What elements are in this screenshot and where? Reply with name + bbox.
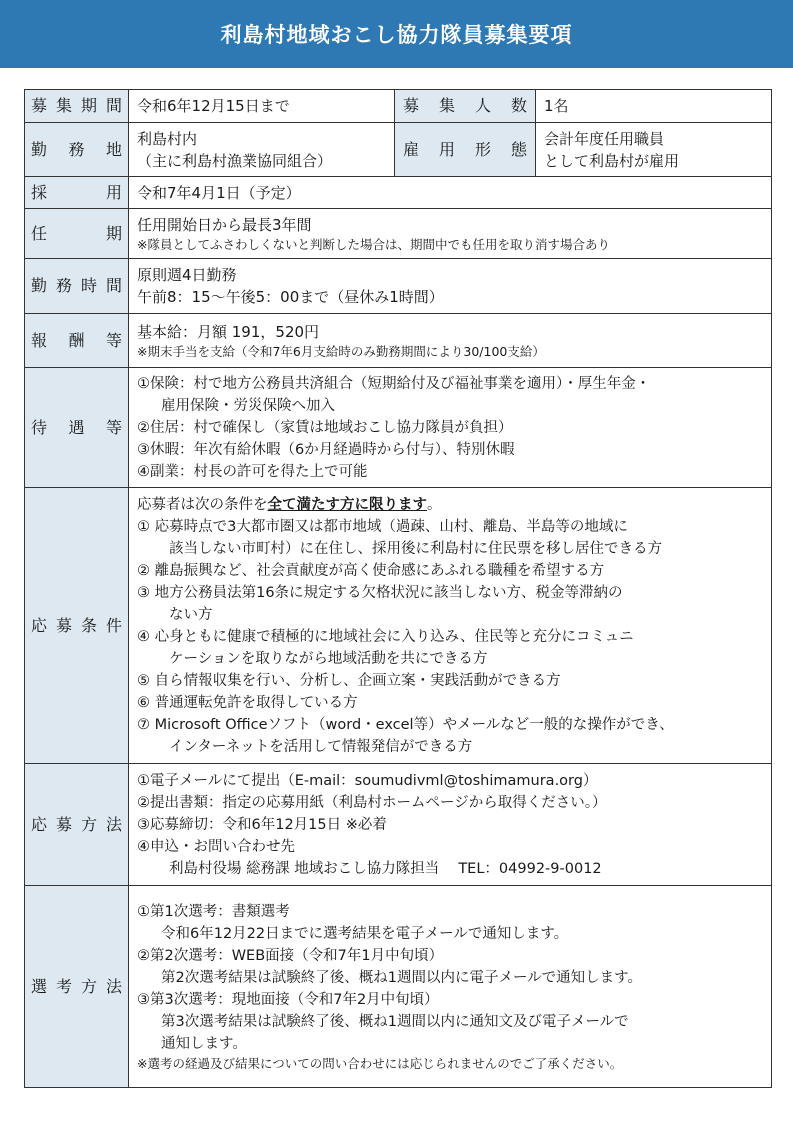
label-hiring [25,177,129,209]
condition-line: ⑦ Microsoft Officeソフト（word・excel等）やメールなど一般的な操作ができ、 [137,716,674,733]
label-char: 時 [80,276,97,295]
label-text [31,976,122,998]
workplace-line: 利島村内 [137,129,198,148]
label-recruit-period [25,90,129,123]
label-char: 募 [55,615,72,635]
selection-line: ②第2次選考：WEB面接（令和7年1月中旬頃） [137,947,444,964]
row-apply [25,764,772,886]
value-benefits [129,368,772,488]
label-recruit-count [395,90,536,123]
value-hours [129,259,772,314]
value-conditions [129,488,772,764]
label-char: 等 [105,417,122,437]
label-workplace [25,123,129,177]
label-char: 遇 [68,417,85,437]
apply-line: ②提出書類：指定の応募用紙（利島村ホームページから取得ください。） [137,794,607,811]
label-char: 任 [31,223,48,243]
label-text [31,182,122,204]
value-recruit-period: 令和6年12月15日まで [129,90,395,123]
label-text [31,223,122,245]
label-pay [25,314,129,368]
benefits-line: ②住居：村で確保し（家賃は地域おこし協力隊員が負担） [137,419,513,436]
label-term [25,209,129,259]
label-char: 態 [510,139,527,159]
label-char: 等 [105,330,122,350]
value-hiring: 令和7年4月1日（予定） [129,177,772,209]
term-note: ※隊員としてふさわしくないと判断した場合は、期間中でも任用を取り消す場合あり [137,236,610,252]
apply-line: ③応募締切：令和6年12月15日 ※必着 [137,816,387,833]
benefits-line: ④副業：村長の許可を得た上で可能 [137,463,368,480]
selection-line: ①第1次選考：書類選考 [137,903,290,920]
label-char: 人 [474,96,491,115]
condition-line: ない方 [169,606,213,623]
conditions-intro-emphasis: 全て満たす方に限ります [267,496,427,513]
label-employment-type [395,123,536,177]
pay-note: ※期末手当を支給（令和7年6月支給時のみ勤務期間により30/100支給） [137,343,545,359]
row-pay [25,314,772,368]
benefits-line: ③休暇：年次有給休暇（6か月経過時から付与）、特別休暇 [137,441,515,458]
hours-line: 午前8：15～午後5：00まで（昼休み1時間） [137,288,444,306]
label-char: 待 [31,417,48,437]
apply-contact-line: 利島村役場 総務課 地域おこし協力隊担当 TEL：04992-9-0012 [169,860,602,877]
label-char: 用 [105,182,122,202]
label-char: 募 [55,814,72,834]
label-text [403,95,527,117]
employment-line: 会計年度任用職員 [544,129,665,148]
row-recruit [25,90,772,123]
value-pay [129,314,772,368]
label-text [31,417,122,439]
row-hiring [25,177,772,209]
row-workplace [25,123,772,177]
label-char: 選 [31,976,48,996]
condition-line: ④ 心身ともに健康で積極的に地域社会に入り込み、住民等と充分にコミュニ [137,628,634,645]
label-char: 方 [80,976,97,996]
label-char: 地 [105,139,122,159]
conditions-intro [137,494,763,516]
label-char: 募 [403,96,420,115]
condition-line: インターネットを活用して情報発信ができる方 [169,738,473,755]
selection-line: 第3次選考結果は試験終了後、概ね1週間以内に通知文及び電子メールで [161,1013,629,1030]
conditions-intro-a: 応募者は次の条件を [137,496,268,513]
condition-line: ③ 地方公務員法第16条に規定する欠格状況に該当しない方、税金等滞納の [137,584,623,601]
label-selection [25,886,129,1088]
label-char: 間 [105,96,122,115]
condition-line: ② 離島振興など、社会貢献度が高く使命感にあふれる職種を希望する方 [137,562,605,579]
label-char: 間 [105,276,122,295]
row-selection [25,886,772,1088]
label-char: 酬 [68,330,85,350]
label-char: 勤 [31,276,48,295]
label-char: 集 [55,96,72,115]
condition-line: ⑤ 自ら情報収集を行い、分析し、企画立案・実践活動ができる方 [137,672,561,689]
row-conditions [25,488,772,764]
title-banner [0,0,793,68]
value-apply [129,764,772,886]
hours-line: 原則週4日勤務 [137,266,237,284]
label-char: 考 [55,976,72,996]
label-char: 条 [80,615,97,635]
apply-line: ④申込・お問い合わせ先 [137,838,295,855]
label-char: 法 [105,976,122,996]
row-hours [25,259,772,314]
label-text [31,275,122,297]
label-text [403,139,527,161]
requirements-table [24,89,772,1088]
benefits-line: 雇用保険・労災保険へ加入 [161,397,335,414]
value-selection [129,886,772,1088]
label-char: 務 [55,276,72,295]
label-text [31,139,122,161]
value-term [129,209,772,259]
label-char: 方 [80,814,97,834]
label-text [31,330,122,352]
value-recruit-count: 1名 [536,90,772,123]
pay-value: 基本給：月額 191，520円 [137,322,320,341]
label-char: 採 [31,182,48,202]
label-char: 件 [105,615,122,635]
selection-line: 令和6年12月22日までに選考結果を電子メールで通知します。 [161,925,569,942]
term-value: 任用開始日から最長3年間 [137,215,312,234]
label-conditions [25,488,129,764]
label-char: 応 [31,615,48,635]
workplace-line: （主に利島村漁業協同組合） [137,151,333,170]
condition-line: ⑥ 普通運転免許を取得している方 [137,694,358,711]
apply-line: ①電子メールにて提出（E-mail：soumudivml@toshimamura.org） [137,772,598,789]
selection-line: ③第3次選考：現地面接（令和7年2月中旬頃） [137,991,439,1008]
label-char: 募 [31,96,48,115]
employment-line: として利島村が雇用 [544,151,680,170]
label-text [31,95,122,117]
label-hours [25,259,129,314]
condition-line: ケーションを取りながら地域活動を共にできる方 [169,650,488,667]
label-char: 期 [80,96,97,115]
label-text [31,814,122,836]
label-char: 応 [31,814,48,834]
label-char: 勤 [31,139,48,159]
row-benefits [25,368,772,488]
label-benefits [25,368,129,488]
selection-note: ※選考の経過及び結果についての問い合わせには応じられませんのでご了承ください。 [137,1055,623,1071]
conditions-intro-c: 。 [427,496,442,513]
label-char: 報 [31,330,48,350]
label-char: 集 [438,96,455,115]
selection-line: 通知します。 [161,1035,247,1052]
label-char: 用 [438,139,455,159]
row-term [25,209,772,259]
value-workplace [129,123,395,177]
label-char: 法 [105,814,122,834]
benefits-line: ①保険：村で地方公務員共済組合（短期給付及び福祉事業を適用）・厚生年金・ [137,375,651,392]
condition-line: 該当しない市町村）に在住し、採用後に利島村に住民票を移し居住できる方 [169,540,662,557]
condition-line: ① 応募時点で3大都市圏又は都市地域（過疎、山村、離島、半島等の地域に [137,518,628,535]
label-char: 形 [474,139,491,159]
value-employment-type [536,123,772,177]
label-apply [25,764,129,886]
label-char: 期 [105,223,122,243]
page-title: 利島村地域おこし協力隊員募集要項 [220,23,573,47]
label-char: 雇 [403,139,420,159]
label-char: 務 [68,139,85,159]
label-text [31,615,122,637]
selection-line: 第2次選考結果は試験終了後、概ね1週間以内に電子メールで通知します。 [161,969,642,986]
label-char: 数 [510,96,527,115]
